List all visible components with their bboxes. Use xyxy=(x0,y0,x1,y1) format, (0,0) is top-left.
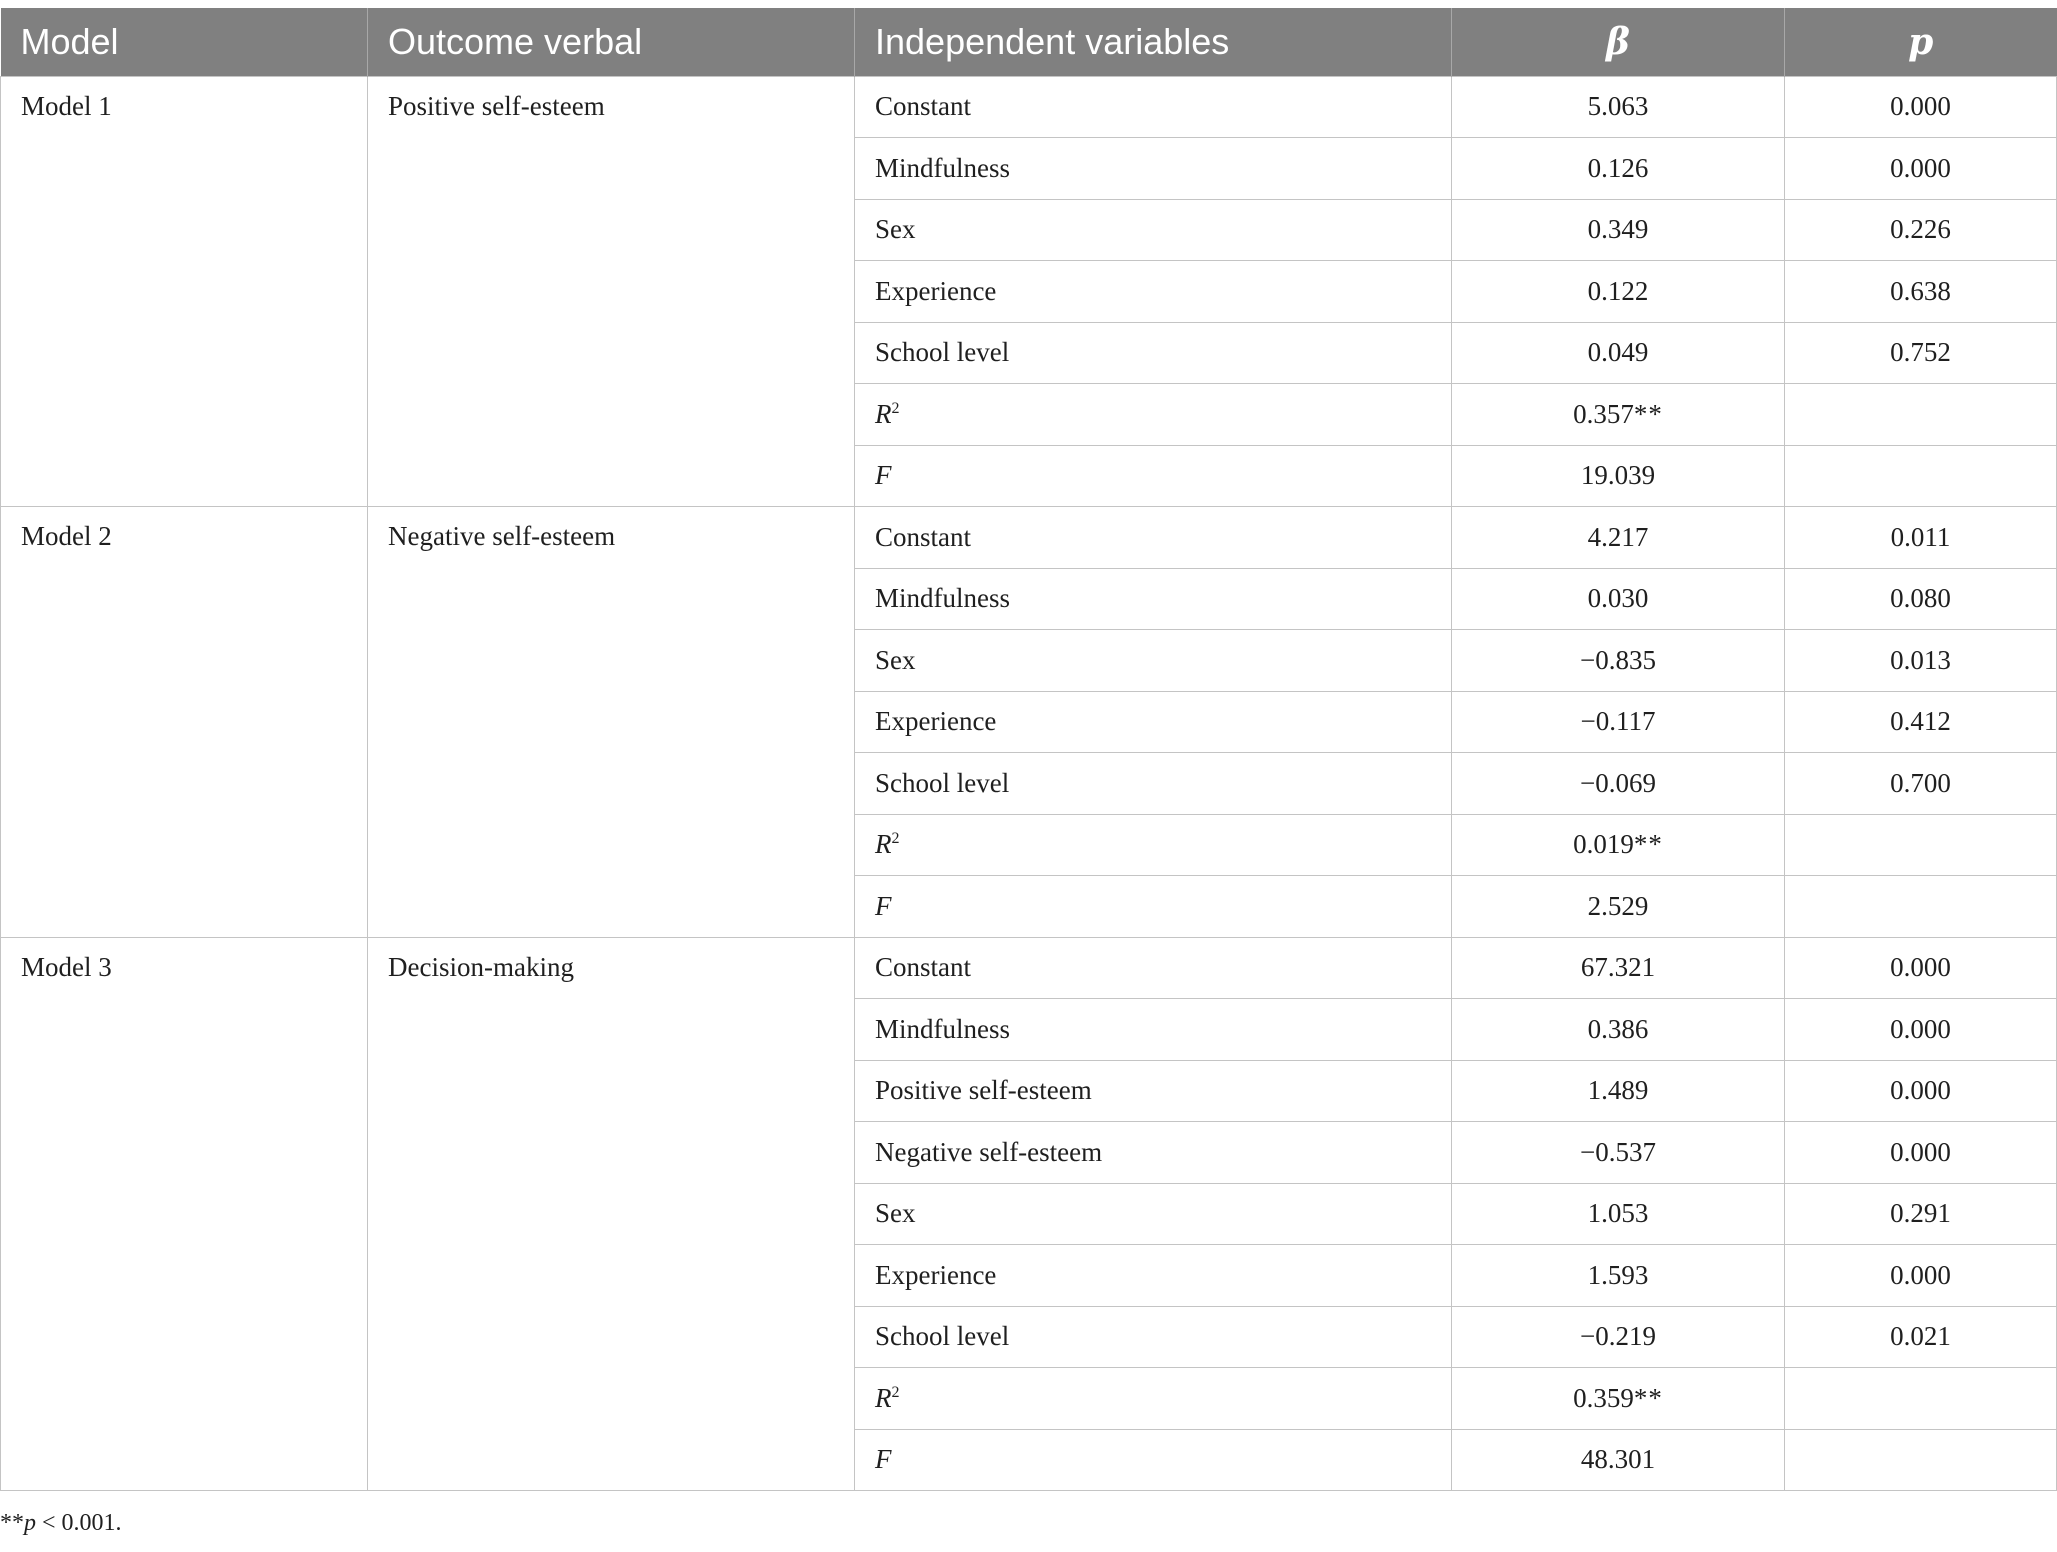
table-footnote xyxy=(0,1510,122,1537)
variable-cell: Constant xyxy=(855,507,1452,569)
variable-cell: Experience xyxy=(855,1245,1452,1307)
beta-cell: 5.063 xyxy=(1452,76,1785,138)
beta-cell: −0.219 xyxy=(1452,1306,1785,1368)
f-value: 48.301 xyxy=(1452,1429,1785,1491)
outcome-cell: Negative self-esteem xyxy=(368,507,855,938)
footnote-p: p xyxy=(24,1510,36,1536)
beta-cell: 1.489 xyxy=(1452,1060,1785,1122)
p-cell: 0.291 xyxy=(1785,1183,2057,1245)
header-model: Model xyxy=(1,8,368,76)
variable-cell: Constant xyxy=(855,937,1452,999)
empty-cell xyxy=(1785,384,2057,446)
r-label: R xyxy=(875,398,892,429)
f-value: 2.529 xyxy=(1452,876,1785,938)
variable-cell: Positive self-esteem xyxy=(855,1060,1452,1122)
beta-cell: 1.593 xyxy=(1452,1245,1785,1307)
variable-cell: Sex xyxy=(855,1183,1452,1245)
r-superscript: 2 xyxy=(891,830,900,848)
p-cell: 0.226 xyxy=(1785,199,2057,261)
r-label: R xyxy=(875,1382,892,1413)
outcome-cell: Positive self-esteem xyxy=(368,76,855,507)
beta-cell: −0.835 xyxy=(1452,630,1785,692)
significance-marker: ** xyxy=(1633,829,1663,860)
beta-cell: 0.386 xyxy=(1452,999,1785,1061)
outcome-cell: Decision-making xyxy=(368,937,855,1491)
variable-cell: School level xyxy=(855,322,1452,384)
beta-cell: 0.126 xyxy=(1452,138,1785,200)
p-cell: 0.021 xyxy=(1785,1306,2057,1368)
beta-cell: 0.030 xyxy=(1452,568,1785,630)
r-squared-value xyxy=(1452,814,1785,876)
variable-cell: Mindfulness xyxy=(855,568,1452,630)
p-cell: 0.000 xyxy=(1785,76,2057,138)
empty-cell xyxy=(1785,876,2057,938)
beta-cell: −0.537 xyxy=(1452,1122,1785,1184)
table-row xyxy=(1,507,2057,569)
significance-marker: ** xyxy=(1633,1382,1663,1413)
r-squared-label xyxy=(855,384,1452,446)
empty-cell xyxy=(1785,445,2057,507)
p-cell: 0.000 xyxy=(1785,138,2057,200)
p-cell: 0.000 xyxy=(1785,1060,2057,1122)
beta-cell: 0.122 xyxy=(1452,261,1785,323)
beta-cell: 67.321 xyxy=(1452,937,1785,999)
header-p: p xyxy=(1785,8,2057,76)
r-squared-number: 0.019 xyxy=(1573,829,1634,860)
r-squared-value xyxy=(1452,1368,1785,1430)
empty-cell xyxy=(1785,1368,2057,1430)
variable-cell: Experience xyxy=(855,691,1452,753)
regression-table xyxy=(0,8,2057,1491)
table-header xyxy=(1,8,2057,76)
model-cell: Model 2 xyxy=(1,507,368,938)
r-squared-number: 0.357 xyxy=(1573,398,1634,429)
p-cell: 0.011 xyxy=(1785,507,2057,569)
beta-cell: 0.349 xyxy=(1452,199,1785,261)
r-squared-label xyxy=(855,814,1452,876)
header-independent: Independent variables xyxy=(855,8,1452,76)
p-cell: 0.080 xyxy=(1785,568,2057,630)
p-cell: 0.000 xyxy=(1785,1245,2057,1307)
variable-cell: Experience xyxy=(855,261,1452,323)
footnote-stars: ** xyxy=(0,1510,24,1536)
p-cell: 0.000 xyxy=(1785,937,2057,999)
variable-cell: Sex xyxy=(855,199,1452,261)
p-cell: 0.412 xyxy=(1785,691,2057,753)
header-outcome: Outcome verbal xyxy=(368,8,855,76)
r-label: R xyxy=(875,829,892,860)
p-cell: 0.013 xyxy=(1785,630,2057,692)
variable-cell: School level xyxy=(855,1306,1452,1368)
table-body xyxy=(1,76,2057,1491)
variable-cell: Constant xyxy=(855,76,1452,138)
variable-cell: Negative self-esteem xyxy=(855,1122,1452,1184)
variable-cell: Mindfulness xyxy=(855,999,1452,1061)
p-cell: 0.000 xyxy=(1785,999,2057,1061)
variable-cell: Sex xyxy=(855,630,1452,692)
f-label: F xyxy=(855,445,1452,507)
f-label: F xyxy=(855,876,1452,938)
beta-cell: −0.069 xyxy=(1452,753,1785,815)
empty-cell xyxy=(1785,814,2057,876)
beta-cell: −0.117 xyxy=(1452,691,1785,753)
beta-cell: 0.049 xyxy=(1452,322,1785,384)
p-cell: 0.638 xyxy=(1785,261,2057,323)
r-superscript: 2 xyxy=(891,1383,900,1401)
beta-cell: 4.217 xyxy=(1452,507,1785,569)
model-cell: Model 1 xyxy=(1,76,368,507)
significance-marker: ** xyxy=(1633,398,1663,429)
variable-cell: School level xyxy=(855,753,1452,815)
r-squared-label xyxy=(855,1368,1452,1430)
p-cell: 0.700 xyxy=(1785,753,2057,815)
header-row xyxy=(1,8,2057,76)
f-value: 19.039 xyxy=(1452,445,1785,507)
empty-cell xyxy=(1785,1429,2057,1491)
table-row xyxy=(1,76,2057,138)
table-row xyxy=(1,937,2057,999)
r-squared-value xyxy=(1452,384,1785,446)
r-superscript: 2 xyxy=(891,399,900,417)
header-beta: β xyxy=(1452,8,1785,76)
r-squared-number: 0.359 xyxy=(1573,1382,1634,1413)
footnote-rest: < 0.001. xyxy=(36,1510,122,1536)
p-cell: 0.752 xyxy=(1785,322,2057,384)
variable-cell: Mindfulness xyxy=(855,138,1452,200)
f-label: F xyxy=(855,1429,1452,1491)
model-cell: Model 3 xyxy=(1,937,368,1491)
beta-cell: 1.053 xyxy=(1452,1183,1785,1245)
p-cell: 0.000 xyxy=(1785,1122,2057,1184)
